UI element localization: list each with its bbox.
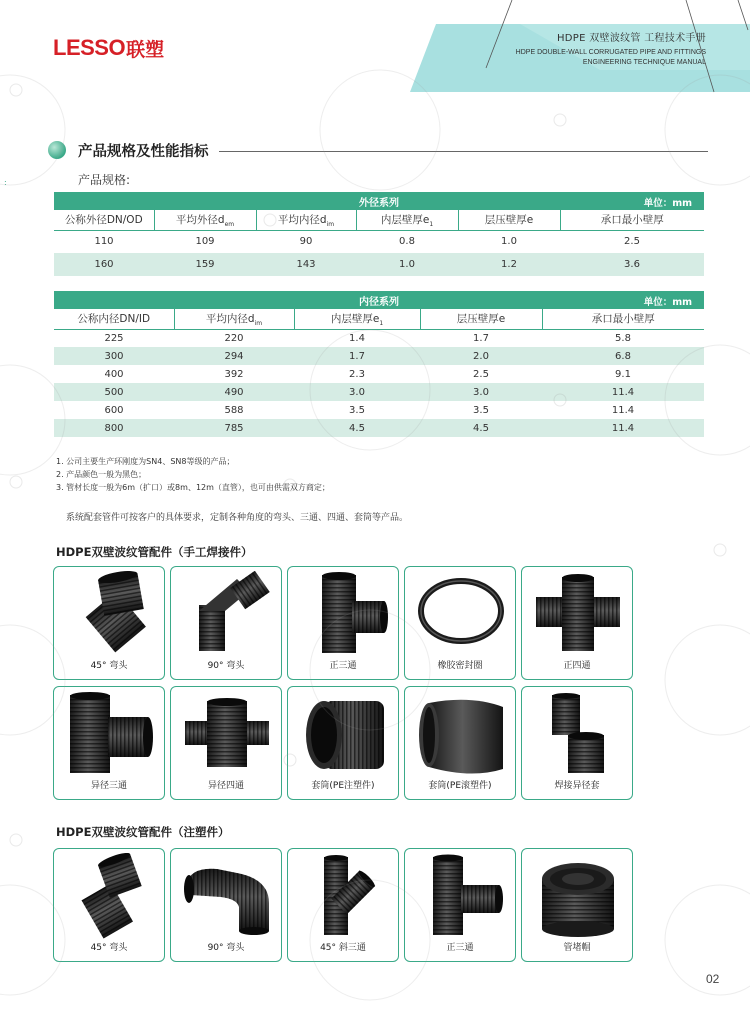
product-card — [53, 848, 165, 962]
molded-elbow-45-image — [60, 853, 160, 939]
table-row — [54, 365, 704, 383]
table-row — [54, 419, 704, 437]
rubber-seal-ring-image — [411, 571, 511, 657]
id-header-row — [54, 309, 704, 329]
product-label: 45° 斜三通 — [320, 943, 366, 953]
od-table-band — [54, 192, 704, 210]
product-card — [287, 686, 399, 800]
note-item: 1. 公司主要生产环刚度为SN4、SN8等级的产品； — [56, 457, 235, 466]
table-cell: 785 — [174, 419, 294, 437]
section-title: 产品规格及性能指标 — [78, 143, 209, 160]
molded-tee-image — [411, 853, 511, 939]
product-card — [521, 566, 633, 680]
od-col-header: 公称外径DN/OD — [54, 210, 154, 230]
od-header-row — [54, 210, 704, 230]
product-card — [521, 848, 633, 962]
product-card — [170, 848, 282, 962]
table-cell: 400 — [104, 368, 124, 380]
table-cell: 1.7 — [294, 347, 420, 365]
table-cell: 159 — [154, 253, 256, 276]
product-card — [404, 566, 516, 680]
product-card — [170, 686, 282, 800]
product-label: 45° 弯头 — [90, 943, 128, 953]
molded-fittings-title: HDPE双壁波纹管配件（注塑件） — [56, 825, 230, 839]
od-unit-label: 单位：mm — [643, 198, 692, 209]
table-cell: 2.3 — [349, 368, 365, 380]
table-cell: 600 — [104, 404, 124, 416]
table-cell: 500 — [54, 383, 174, 401]
brand-logo — [53, 37, 164, 59]
id-col-header: 内层壁厚$e_1$ — [294, 309, 420, 329]
bullet-icon — [48, 141, 66, 159]
welded-fittings-title: HDPE双壁波纹管配件（手工焊接件） — [56, 545, 253, 559]
table-row — [54, 401, 704, 419]
od-col-header: 内层壁厚$e_1$ — [356, 210, 458, 230]
table-row — [54, 383, 704, 401]
elbow-45-image — [60, 571, 160, 657]
id-col-header: 平均内径$d_{im}$ — [174, 309, 294, 329]
product-card — [404, 686, 516, 800]
product-card — [53, 566, 165, 680]
spec-label: 产品规格: — [78, 173, 131, 187]
product-label: 90° 弯头 — [207, 943, 245, 953]
id-col-header: 公称内径DN/ID — [54, 309, 174, 329]
table-cell: 1.0 — [501, 236, 517, 248]
manual-title-cn: HDPE 双壁波纹管 工程技术手册 — [556, 33, 706, 44]
product-card — [53, 686, 165, 800]
table-cell: 294 — [174, 347, 294, 365]
cross-fitting-image — [528, 571, 628, 657]
table-row — [54, 253, 704, 276]
od-col-header: 承口最小壁厚 — [560, 210, 704, 230]
table-cell: 1.4 — [349, 332, 365, 344]
table-cell: 588 — [224, 404, 244, 416]
table-cell: 3.0 — [294, 383, 420, 401]
table-cell: 4.5 — [420, 419, 542, 437]
table-cell: 2.5 — [473, 368, 489, 380]
table-cell: 9.1 — [615, 368, 631, 380]
table-cell: 3.5 — [349, 404, 365, 416]
table-cell: 6.8 — [542, 347, 704, 365]
table-cell: 300 — [54, 347, 174, 365]
product-label: 橡胶密封圈 — [437, 661, 483, 671]
product-label: 焊接异径套 — [554, 781, 600, 791]
table-row — [54, 347, 704, 365]
notes-list — [56, 455, 330, 494]
manual-title-en-line2: ENGINEERING TECHNIQUE MANUAL — [582, 59, 706, 66]
molded-wye-45-image — [294, 853, 394, 939]
table-cell: 160 — [54, 253, 154, 276]
manual-title-en-line1: HDPE DOUBLE-WALL CORRUGATED PIPE AND FITTINGS — [515, 49, 706, 56]
od-col-header: 平均外径$d_{em}$ — [154, 210, 256, 230]
table-cell: 3.5 — [473, 404, 489, 416]
section-heading — [48, 138, 708, 162]
elbow-90-image — [177, 571, 277, 657]
product-card — [170, 566, 282, 680]
id-unit-label: 单位：mm — [643, 297, 692, 308]
molded-elbow-90-image — [177, 853, 277, 939]
table-cell: 392 — [224, 368, 244, 380]
reducing-cross-image — [177, 691, 277, 777]
od-col-header: 平均内径$d_{im}$ — [256, 210, 356, 230]
table-cell: 225 — [104, 332, 124, 344]
product-label: 管堵帽 — [563, 943, 591, 953]
table-cell: 109 — [195, 236, 215, 248]
reducing-tee-image — [60, 691, 160, 777]
product-label: 异径三通 — [90, 781, 127, 791]
table-cell: 110 — [94, 236, 114, 248]
id-series-table — [54, 291, 704, 437]
table-cell: 11.4 — [542, 383, 704, 401]
product-card — [404, 848, 516, 962]
product-label: 正三通 — [446, 943, 474, 953]
product-label: 套筒(PE注塑件) — [311, 781, 375, 791]
table-cell: 4.5 — [294, 419, 420, 437]
product-card — [287, 848, 399, 962]
id-band-title: 内径系列 — [359, 296, 399, 308]
table-cell: 5.8 — [615, 332, 631, 344]
system-description: 系统配套管件可按客户的具体要求，定制各种角度的弯头、三通、四通、套筒等产品。 — [66, 513, 409, 523]
table-cell: 1.7 — [473, 332, 489, 344]
product-card — [287, 566, 399, 680]
od-band-title: 外径系列 — [359, 197, 399, 209]
product-label: 正四通 — [563, 661, 591, 671]
product-card — [521, 686, 633, 800]
table-cell: 2.0 — [420, 347, 542, 365]
page-number: 02 — [706, 972, 720, 986]
end-cap-image — [528, 853, 628, 939]
table-row — [54, 230, 704, 253]
product-label: 45° 弯头 — [90, 661, 128, 671]
table-cell: 90 — [299, 236, 313, 248]
table-cell: 143 — [256, 253, 356, 276]
table-cell: 220 — [224, 332, 244, 344]
product-label: 套筒(PE滚塑件) — [428, 781, 492, 791]
id-col-header: 层压壁厚e — [420, 309, 542, 329]
margin-mark: : — [4, 178, 7, 187]
table-row — [54, 329, 704, 347]
table-cell: 0.8 — [399, 236, 415, 248]
product-label: 90° 弯头 — [207, 661, 245, 671]
od-series-table — [54, 192, 704, 276]
table-cell: 11.4 — [611, 404, 635, 416]
note-item: 3. 管材长度一般为6m（扩口）或8m、12m（直管），也可由供需双方商定； — [56, 483, 330, 492]
logo-latin-text: LESSO — [53, 35, 126, 60]
note-item: 2. 产品颜色一般为黑色； — [56, 470, 147, 479]
injection-coupling-image — [294, 691, 394, 777]
table-cell: 2.5 — [624, 236, 640, 248]
equal-tee-image — [294, 571, 394, 657]
product-label: 正三通 — [329, 661, 357, 671]
table-cell: 490 — [174, 383, 294, 401]
id-col-header: 承口最小壁厚 — [542, 309, 704, 329]
table-cell: 1.0 — [356, 253, 458, 276]
section-divider — [219, 151, 709, 152]
table-cell: 11.4 — [542, 419, 704, 437]
product-label: 异径四通 — [207, 781, 244, 791]
welded-reducer-image — [528, 691, 628, 777]
table-cell: 3.6 — [560, 253, 704, 276]
od-col-header: 层压壁厚e — [458, 210, 560, 230]
logo-cn-text: 联塑 — [126, 38, 165, 61]
rotomolded-coupling-image — [411, 691, 511, 777]
table-cell: 3.0 — [420, 383, 542, 401]
id-table-band — [54, 291, 704, 309]
manual-title-block — [516, 29, 706, 68]
table-cell: 1.2 — [458, 253, 560, 276]
table-cell: 800 — [54, 419, 174, 437]
